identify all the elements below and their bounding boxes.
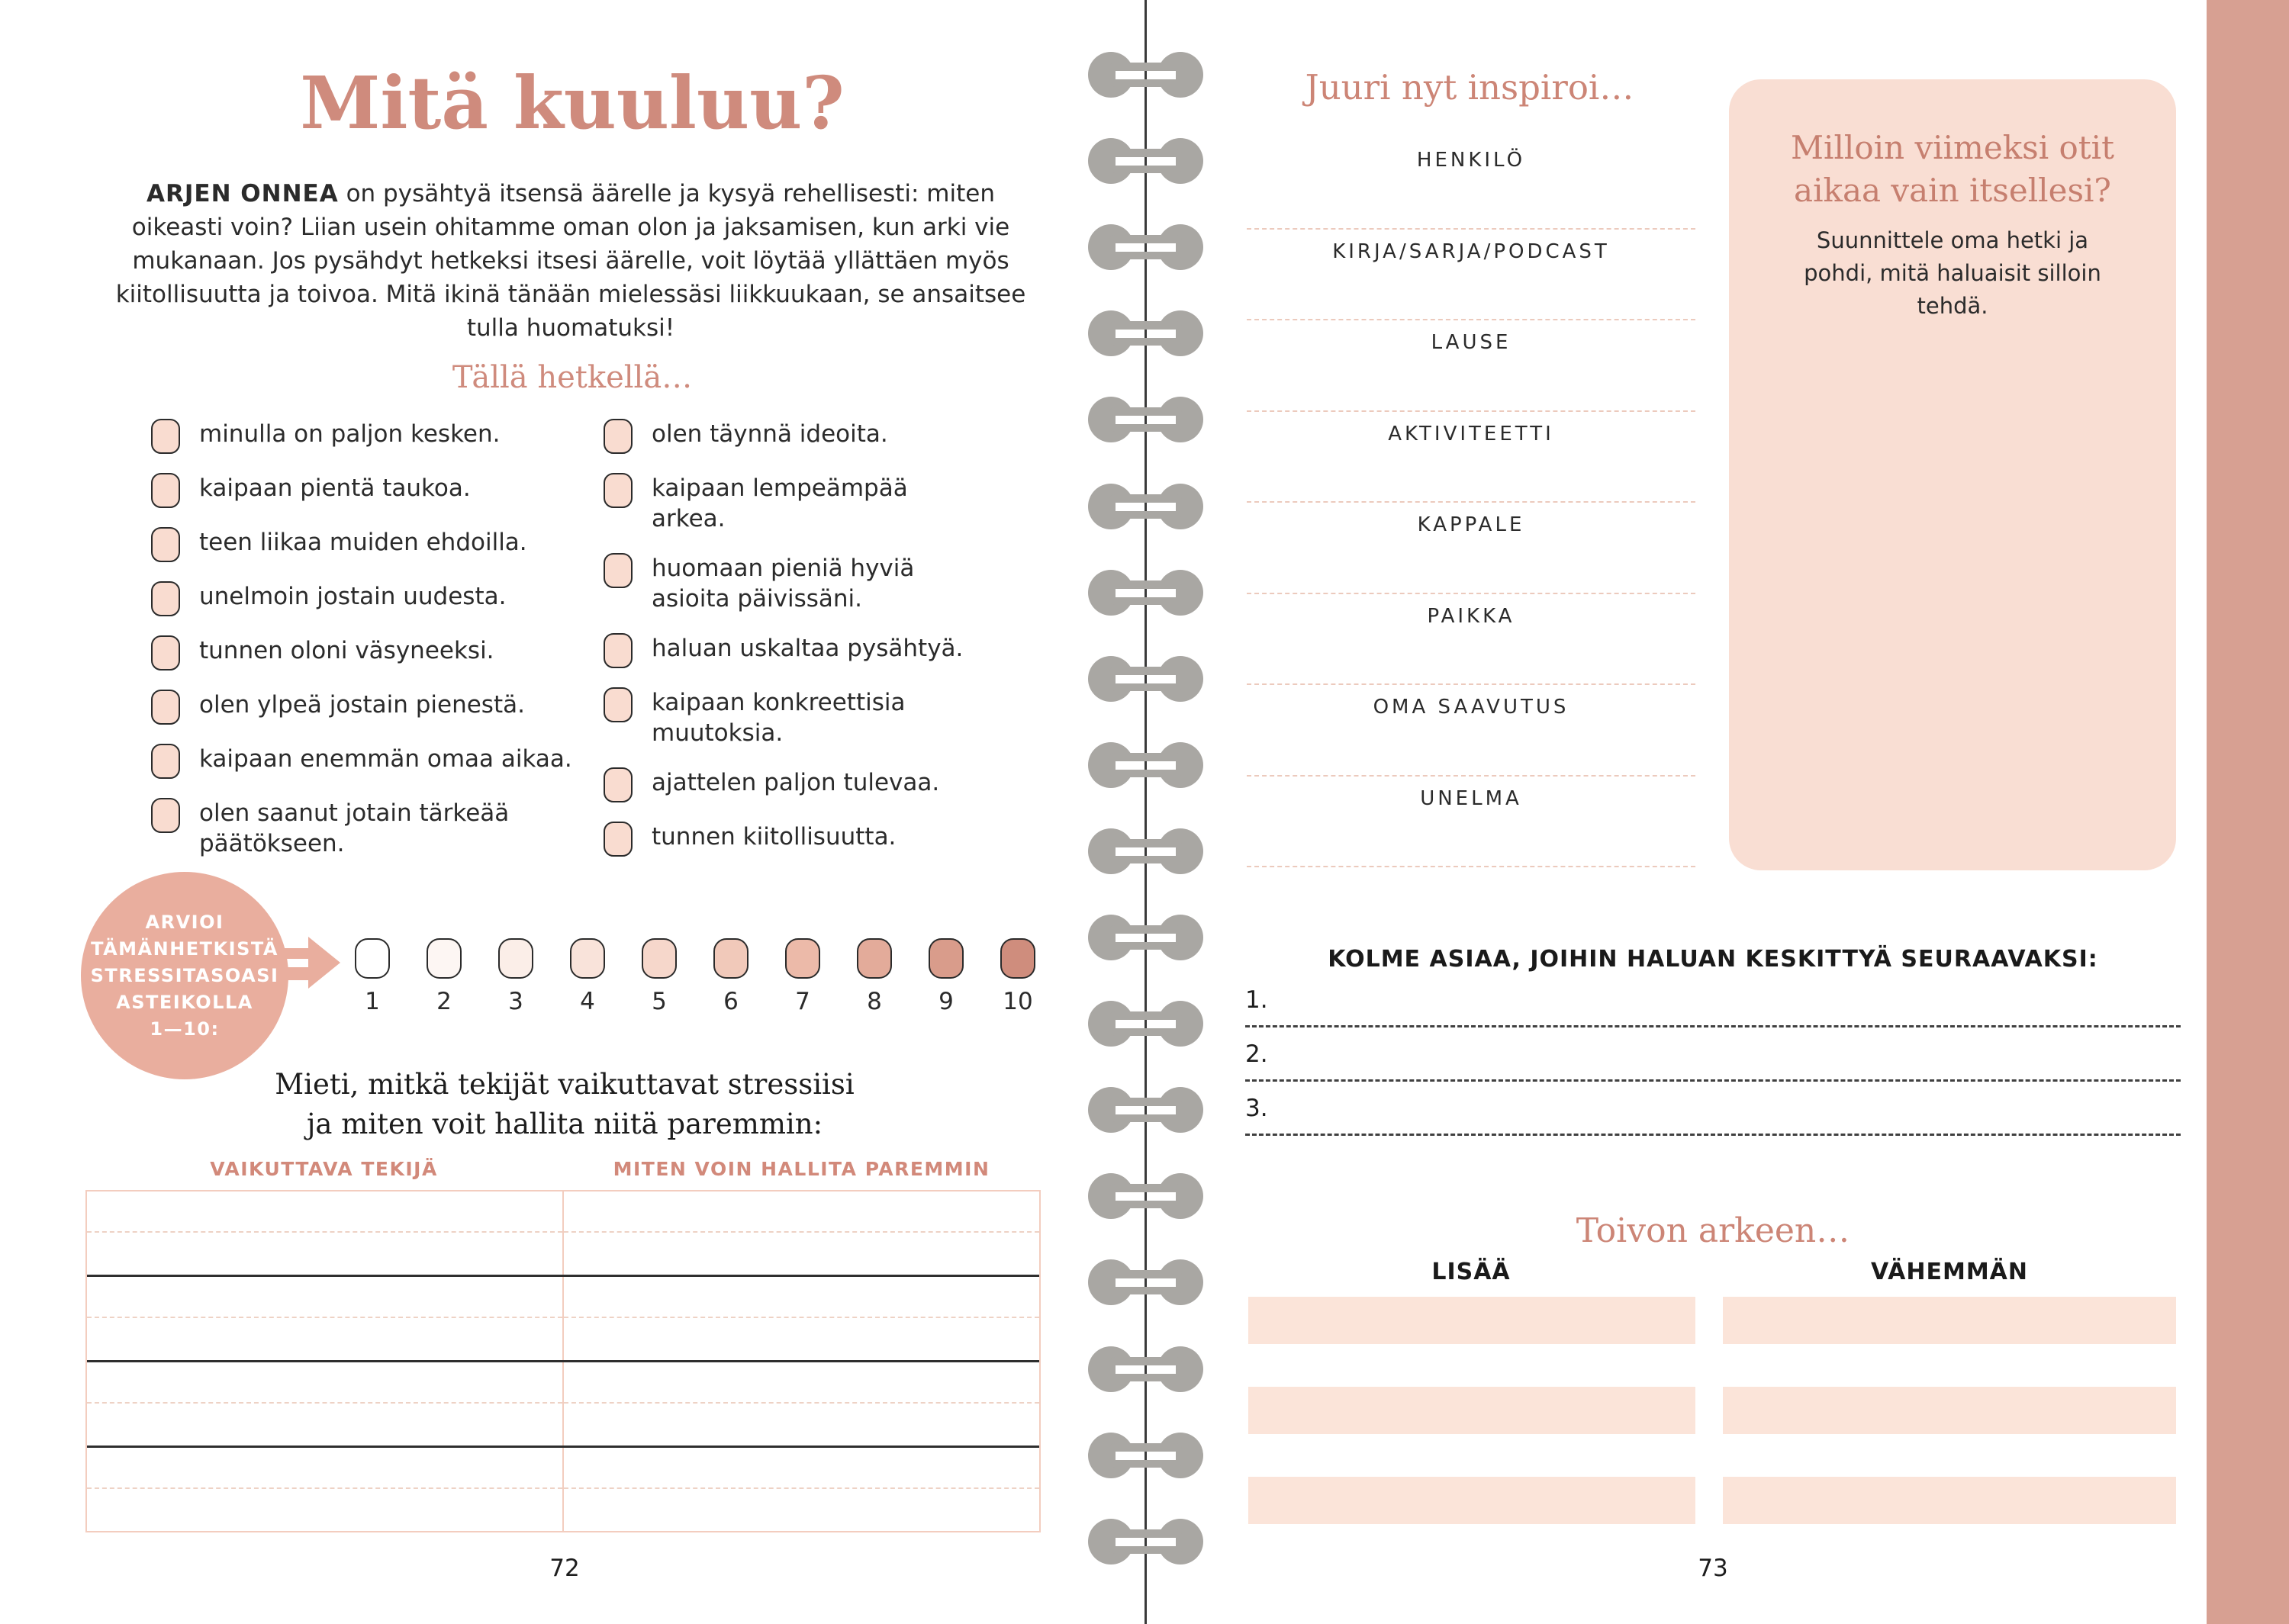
table-cell-manage[interactable] bbox=[562, 1362, 1039, 1446]
stress-badge bbox=[81, 872, 288, 1079]
stress-scale-step bbox=[921, 938, 971, 1015]
checkbox[interactable] bbox=[604, 822, 633, 857]
table-header-factor: VAIKUTTAVA TEKIJÄ bbox=[210, 1158, 438, 1180]
checklist-item-label: olen täynnä ideoita. bbox=[652, 420, 888, 448]
inspire-field[interactable] bbox=[1247, 138, 1695, 230]
checklist-item-label: kaipaan enemmän omaa aikaa. bbox=[199, 745, 572, 773]
stress-scale-number: 9 bbox=[938, 988, 954, 1015]
focus-list bbox=[1245, 973, 2181, 1136]
stress-scale-circle[interactable] bbox=[642, 938, 677, 979]
wish-bar[interactable] bbox=[1248, 1477, 1695, 1524]
checklist-column-left bbox=[151, 419, 590, 878]
focus-line-number: 3. bbox=[1245, 1095, 1268, 1122]
stress-scale-step bbox=[634, 938, 684, 1015]
checklist-item bbox=[604, 633, 989, 668]
stress-scale-step bbox=[491, 938, 541, 1015]
wish-heading: Toivon arkeen… bbox=[1576, 1211, 1850, 1250]
stress-scale-step bbox=[777, 938, 828, 1015]
inspire-field-label: KAPPALE bbox=[1417, 513, 1525, 536]
wish-bar[interactable] bbox=[1248, 1387, 1695, 1434]
spiral-ring bbox=[1088, 1258, 1203, 1307]
checklist-item bbox=[151, 473, 590, 508]
focus-line-number: 2. bbox=[1245, 1040, 1268, 1068]
inspire-field[interactable] bbox=[1247, 230, 1695, 321]
stress-scale-step bbox=[706, 938, 756, 1015]
self-time-title-line1: Milloin viimeksi otit bbox=[1791, 129, 2114, 166]
focus-line-number: 1. bbox=[1245, 986, 1268, 1014]
page-title: Mitä kuuluu? bbox=[300, 61, 845, 146]
spiral-ring bbox=[1088, 913, 1203, 962]
spiral-ring bbox=[1088, 568, 1203, 617]
checklist-item-label: tunnen oloni väsyneeksi. bbox=[199, 637, 494, 664]
spiral-ring bbox=[1088, 395, 1203, 444]
checklist-item bbox=[151, 419, 590, 454]
stress-prompt-line2: ja miten voit hallita niitä paremmin: bbox=[306, 1108, 823, 1140]
stress-scale-step bbox=[347, 938, 398, 1015]
wish-bar[interactable] bbox=[1248, 1297, 1695, 1344]
checkbox[interactable] bbox=[604, 687, 633, 722]
checklist-item bbox=[151, 581, 590, 616]
stress-scale-step bbox=[849, 938, 900, 1015]
inspire-heading: Juuri nyt inspiroi… bbox=[1305, 67, 1634, 108]
inspire-field-label: AKTIVITEETTI bbox=[1388, 422, 1554, 445]
stress-scale-number: 8 bbox=[867, 988, 882, 1015]
checklist-item bbox=[151, 635, 590, 671]
spiral-ring bbox=[1088, 999, 1203, 1048]
stress-scale-step bbox=[419, 938, 469, 1015]
stress-scale-number: 1 bbox=[365, 988, 380, 1015]
focus-line[interactable] bbox=[1245, 1027, 2181, 1082]
table-header-manage: MITEN VOIN HALLITA PAREMMIN bbox=[613, 1158, 990, 1180]
stress-scale-number: 5 bbox=[652, 988, 667, 1015]
stress-scale-circle[interactable] bbox=[857, 938, 892, 979]
focus-heading: KOLME ASIAA, JOIHIN HALUAN KESKITTYÄ SEURAAVAKSI: bbox=[1328, 946, 2098, 973]
checkbox[interactable] bbox=[151, 473, 180, 508]
checklist-item-label: olen ylpeä jostain pienestä. bbox=[199, 691, 525, 719]
spiral-ring bbox=[1088, 223, 1203, 272]
inspire-field-label: LAUSE bbox=[1431, 331, 1512, 354]
checklist-item-label: tunnen kiitollisuutta. bbox=[652, 823, 897, 851]
arrow-head-icon bbox=[308, 937, 340, 989]
self-time-body: Suunnittele oma hetki ja pohdi, mitä haluaisit silloin tehdä. bbox=[1804, 227, 2101, 319]
wish-bars-more bbox=[1248, 1297, 1695, 1567]
table-row bbox=[87, 1191, 1039, 1275]
spiral-ring bbox=[1088, 1517, 1203, 1566]
stress-scale-number: 3 bbox=[508, 988, 523, 1015]
cover-edge-strip bbox=[2207, 0, 2289, 1624]
inspire-field-label: OMA SAAVUTUS bbox=[1373, 696, 1569, 719]
checklist-item bbox=[151, 527, 590, 562]
stress-scale-circle[interactable] bbox=[713, 938, 749, 979]
wish-bar[interactable] bbox=[1723, 1387, 2176, 1434]
spiral-ring bbox=[1088, 1431, 1203, 1480]
self-time-title-line2: aikaa vain itsellesi? bbox=[1794, 172, 2111, 209]
stress-scale-number: 10 bbox=[1003, 988, 1033, 1015]
checkbox[interactable] bbox=[151, 419, 180, 454]
stress-scale-number: 2 bbox=[436, 988, 452, 1015]
table-cell-manage[interactable] bbox=[562, 1277, 1039, 1360]
spiral-ring bbox=[1088, 654, 1203, 703]
wish-bars-less bbox=[1723, 1297, 2176, 1567]
stress-scale-number: 6 bbox=[723, 988, 739, 1015]
checklist-item bbox=[151, 690, 590, 725]
page-number-right: 73 bbox=[1698, 1555, 1728, 1582]
stress-scale-step bbox=[562, 938, 613, 1015]
focus-line[interactable] bbox=[1245, 1082, 2181, 1136]
inspire-field[interactable] bbox=[1247, 320, 1695, 412]
intro-paragraph bbox=[101, 177, 1040, 345]
checklist-item-label: kaipaan pientä taukoa. bbox=[199, 474, 471, 502]
wish-column-less-label: VÄHEMMÄN bbox=[1870, 1259, 2029, 1285]
checklist-item-label: kaipaan lempeämpää arkea. bbox=[652, 474, 908, 532]
checkbox[interactable] bbox=[151, 527, 180, 562]
inspire-field[interactable] bbox=[1247, 412, 1695, 503]
checklist-item bbox=[151, 744, 590, 779]
focus-line[interactable] bbox=[1245, 973, 2181, 1027]
wish-bar[interactable] bbox=[1723, 1477, 2176, 1524]
checklist-item bbox=[604, 687, 989, 748]
table-row bbox=[87, 1275, 1039, 1360]
stress-badge-line: STRESSITASOASI bbox=[90, 964, 279, 986]
stress-scale-circle[interactable] bbox=[1000, 938, 1035, 979]
stress-badge-line: ASTEIKOLLA bbox=[116, 991, 253, 1013]
checklist-item-label: ajattelen paljon tulevaa. bbox=[652, 769, 940, 796]
stress-scale-step bbox=[993, 938, 1043, 1015]
checkbox[interactable] bbox=[604, 767, 633, 802]
stress-table bbox=[85, 1190, 1041, 1532]
inspire-field[interactable] bbox=[1247, 685, 1695, 777]
spiral-ring bbox=[1088, 50, 1203, 99]
stress-scale-circle[interactable] bbox=[355, 938, 390, 979]
spiral-ring bbox=[1088, 482, 1203, 531]
inspire-field-label: UNELMA bbox=[1420, 786, 1522, 810]
table-cell-factor[interactable] bbox=[87, 1362, 562, 1446]
stress-badge-line: TÄMÄNHETKISTÄ bbox=[91, 937, 278, 960]
spiral-ring bbox=[1088, 741, 1203, 789]
checklist-item bbox=[604, 553, 989, 614]
wish-column-more-label: LISÄÄ bbox=[1431, 1259, 1511, 1285]
inspire-field-label: KIRJA/SARJA/PODCAST bbox=[1332, 240, 1610, 263]
inspire-field-label: HENKILÖ bbox=[1416, 149, 1526, 172]
checkbox[interactable] bbox=[151, 581, 180, 616]
table-row bbox=[87, 1360, 1039, 1446]
stress-scale-circle[interactable] bbox=[427, 938, 462, 979]
stress-scale bbox=[347, 938, 1043, 1015]
stress-badge-line: 1—10: bbox=[150, 1018, 220, 1040]
inspire-field-label: PAIKKA bbox=[1427, 604, 1515, 628]
checkbox[interactable] bbox=[151, 635, 180, 671]
checklist-item bbox=[604, 767, 989, 802]
stress-badge-line: ARVIOI bbox=[145, 911, 224, 933]
table-cell-factor[interactable] bbox=[87, 1191, 562, 1275]
spiral-ring bbox=[1088, 137, 1203, 185]
checklist-item bbox=[604, 822, 989, 857]
self-time-title bbox=[1754, 127, 2151, 212]
table-cell-factor[interactable] bbox=[87, 1277, 562, 1360]
checklist-item bbox=[604, 473, 989, 534]
spiral-ring bbox=[1088, 1085, 1203, 1134]
table-cell-factor[interactable] bbox=[87, 1448, 562, 1531]
checkbox[interactable] bbox=[604, 633, 633, 668]
stress-scale-circle[interactable] bbox=[498, 938, 533, 979]
stress-scale-number: 4 bbox=[580, 988, 595, 1015]
intro-text: on pysähtyä itsensä äärelle ja kysyä rehellisesti: miten oikeasti voin? Liian usein ohitamme oman olon ja jaksamisen, kun arki vie mukanaan. Jos pysähdyt hetkeksi itsesi äärelle, voit löytää yllättäen myös kiitollisuutta ja toivoa. Mitä ikinä tänään mielessäsi liikkuukaan, se ansaitsee tulla huomatuksi! bbox=[115, 180, 1026, 342]
spiral-ring bbox=[1088, 309, 1203, 358]
checklist-item-label: huomaan pieniä hyviä asioita päivissäni. bbox=[652, 555, 915, 613]
checklist-item-label: teen liikaa muiden ehdoilla. bbox=[199, 529, 527, 556]
intro-lead: ARJEN ONNEA bbox=[146, 180, 339, 207]
table-cell-manage[interactable] bbox=[562, 1191, 1039, 1275]
checklist-item bbox=[604, 419, 989, 454]
inspire-field[interactable] bbox=[1247, 777, 1695, 868]
stress-prompt-line1: Mieti, mitkä tekijät vaikuttavat stressiisi bbox=[275, 1068, 855, 1101]
stress-prompt bbox=[130, 1065, 1000, 1144]
table-cell-manage[interactable] bbox=[562, 1448, 1039, 1531]
spiral-ring bbox=[1088, 827, 1203, 876]
checklist-heading: Tällä hetkellä… bbox=[452, 360, 693, 395]
self-time-panel bbox=[1729, 79, 2176, 870]
table-row bbox=[87, 1446, 1039, 1531]
checkbox[interactable] bbox=[604, 473, 633, 508]
spiral-ring bbox=[1088, 1345, 1203, 1394]
checklist-item-label: olen saanut jotain tärkeää päätökseen. bbox=[199, 799, 510, 857]
stress-badge-text bbox=[91, 909, 279, 1043]
checkbox[interactable] bbox=[604, 419, 633, 454]
inspire-fields bbox=[1247, 138, 1695, 867]
wish-bar[interactable] bbox=[1723, 1297, 2176, 1344]
checkbox[interactable] bbox=[151, 744, 180, 779]
checklist-item-label: kaipaan konkreettisia muutoksia. bbox=[652, 689, 906, 747]
inspire-field[interactable] bbox=[1247, 503, 1695, 594]
checklist-item-label: unelmoin jostain uudesta. bbox=[199, 583, 507, 610]
inspire-field[interactable] bbox=[1247, 594, 1695, 686]
checklist-column-right bbox=[604, 419, 989, 876]
checklist-item-label: minulla on paljon kesken. bbox=[199, 420, 501, 448]
checklist-item bbox=[151, 798, 590, 859]
page-number-left: 72 bbox=[549, 1555, 580, 1582]
stress-scale-number: 7 bbox=[795, 988, 810, 1015]
stress-scale-circle[interactable] bbox=[929, 938, 964, 979]
spiral-ring bbox=[1088, 1172, 1203, 1220]
checkbox[interactable] bbox=[151, 798, 180, 833]
stress-scale-circle[interactable] bbox=[785, 938, 820, 979]
checklist-item-label: haluan uskaltaa pysähtyä. bbox=[652, 635, 964, 662]
stress-scale-circle[interactable] bbox=[570, 938, 605, 979]
checkbox[interactable] bbox=[151, 690, 180, 725]
checkbox[interactable] bbox=[604, 553, 633, 588]
